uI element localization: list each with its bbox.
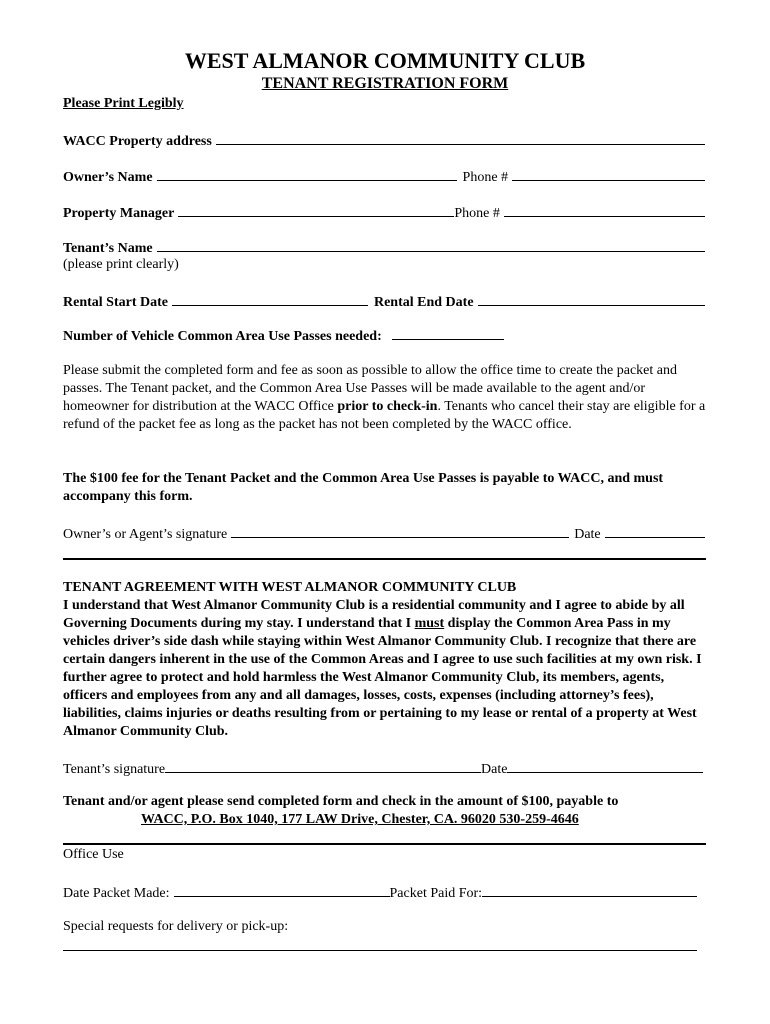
rental-dates-row bbox=[63, 292, 705, 311]
instructions-bold-text: prior to check-in bbox=[337, 399, 438, 414]
owner-phone-field[interactable] bbox=[512, 167, 705, 181]
owner-signature-date-field[interactable] bbox=[605, 524, 705, 538]
office-use-packet-row bbox=[63, 883, 697, 902]
office-use-divider bbox=[63, 843, 706, 845]
form-subtitle: TENANT REGISTRATION FORM bbox=[261, 75, 509, 92]
owner-phone-label: Phone # bbox=[462, 170, 509, 185]
property-address-label: WACC Property address bbox=[63, 134, 212, 149]
rental-start-field[interactable] bbox=[172, 292, 368, 306]
date-packet-made-label: Date Packet Made: bbox=[63, 886, 170, 901]
tenants-name-row bbox=[63, 238, 705, 257]
owner-signature-label: Owner’s or Agent’s signature bbox=[63, 527, 228, 542]
owners-name-row bbox=[63, 167, 705, 186]
instructions-paragraph bbox=[63, 362, 708, 434]
owner-signature-field[interactable] bbox=[231, 524, 569, 538]
special-requests-label: Special requests for delivery or pick-up: bbox=[63, 919, 289, 934]
fee-notice: The $100 fee for the Tenant Packet and the Common Area Use Passes is payable to WACC, and must accompany this form. bbox=[63, 471, 664, 504]
agreement-text bbox=[63, 597, 708, 741]
section-divider bbox=[63, 558, 706, 560]
date-packet-made-field[interactable] bbox=[174, 883, 390, 897]
mailing-address: WACC, P.O. Box 1040, 177 LAW Drive, Chester, CA. 96020 530-259-4646 bbox=[141, 812, 579, 827]
print-legibly-note: Please Print Legibly bbox=[63, 96, 184, 111]
tenant-signature-field[interactable] bbox=[165, 759, 481, 773]
property-manager-field[interactable] bbox=[178, 203, 454, 217]
rental-end-field[interactable] bbox=[478, 292, 705, 306]
vehicle-passes-row bbox=[63, 326, 705, 345]
tenants-name-label: Tenant’s Name bbox=[63, 241, 153, 256]
agreement-heading: TENANT AGREEMENT WITH WEST ALMANOR COMMUNITY CLUB bbox=[63, 580, 517, 595]
rental-end-label: Rental End Date bbox=[373, 295, 474, 310]
tenant-signature-label: Tenant’s signature bbox=[63, 762, 166, 777]
property-address-row bbox=[63, 131, 705, 150]
tenants-name-note: (please print clearly) bbox=[63, 257, 179, 272]
property-address-field[interactable] bbox=[216, 131, 705, 145]
tenants-name-field[interactable] bbox=[157, 238, 705, 252]
tenant-signature-date-label: Date bbox=[481, 762, 508, 777]
manager-phone-field[interactable] bbox=[504, 203, 705, 217]
agreement-text-1: I understand that West Almanor Community Club is a residential community and I agree to abide by all Governing Documents during my stay. I understand that I bbox=[63, 598, 685, 631]
property-manager-label: Property Manager bbox=[63, 206, 175, 221]
owners-name-field[interactable] bbox=[157, 167, 457, 181]
tenant-signature-date-field[interactable] bbox=[507, 759, 703, 773]
owner-signature-date-label: Date bbox=[574, 527, 601, 542]
tenant-signature-row bbox=[63, 759, 703, 778]
manager-phone-label: Phone # bbox=[454, 206, 500, 221]
packet-paid-for-field[interactable] bbox=[482, 883, 697, 897]
form-title: WEST ALMANOR COMMUNITY CLUB bbox=[184, 48, 586, 73]
owners-name-label: Owner’s Name bbox=[63, 170, 153, 185]
rental-start-label: Rental Start Date bbox=[63, 295, 168, 310]
packet-paid-for-label: Packet Paid For: bbox=[389, 886, 483, 901]
agreement-must-text: must bbox=[414, 616, 445, 631]
property-manager-row bbox=[63, 203, 705, 222]
instructions-text-2: . Tenants who cancel their stay are eligible for a refund of the packet fee as long as the packet has not been completed by the WACC office. bbox=[63, 399, 706, 432]
mailing-instructions: Tenant and/or agent please send completed form and check in the amount of $100, payable to bbox=[63, 794, 619, 809]
instructions-text-1: Please submit the completed form and fee as soon as possible to allow the office time to create the packet and passes. The Tenant packet, and the Common Area Use Passes will be made available to the agent and/or homeowner for distribution at the WACC Office bbox=[63, 363, 677, 414]
owner-signature-row bbox=[63, 524, 705, 543]
agreement-text-2: display the Common Area Pass in my vehicles driver’s side dash while staying within West Almanor Community Club. I recognize that there are certain dangers inherent in the use of the Common Areas and I agree to use such facilities at my own risk. I further agree to protect and hold harmless the West Almanor Community Club, its members, agents, officers and employees from any and all damages, losses, costs, expenses (including attorney’s fees), liabilities, claims injuries or deaths resulting from or pertaining to my lease or rental of a property at West Almanor Community Club. bbox=[63, 616, 702, 739]
special-requests-field[interactable] bbox=[63, 950, 697, 951]
office-use-heading: Office Use bbox=[63, 847, 124, 862]
vehicle-passes-label: Number of Vehicle Common Area Use Passes needed: bbox=[63, 329, 382, 344]
vehicle-passes-field[interactable] bbox=[392, 326, 504, 340]
